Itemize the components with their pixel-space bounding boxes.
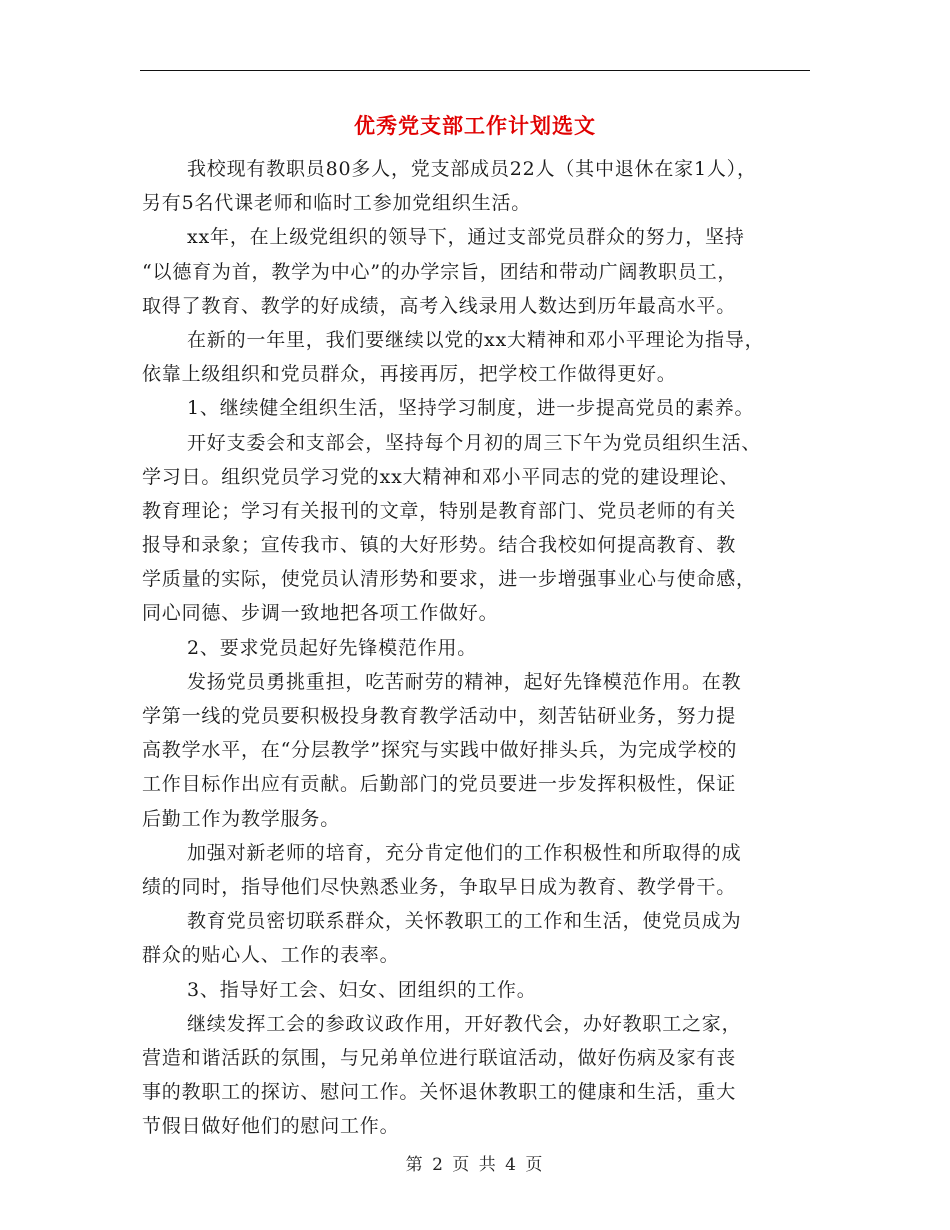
paragraph-line: 营造和谐活跃的氛围，与兄弟单位进行联谊活动，做好伤病及家有丧 [142, 1046, 737, 1069]
paragraph-line: 加强对新老师的培育，充分肯定他们的工作积极性和所取得的成 [187, 841, 742, 864]
document-title: 优秀党支部工作计划选文 [354, 114, 596, 138]
paragraph-line: 依靠上级组织和党员群众，再接再厉，把学校工作做得更好。 [142, 363, 677, 386]
paragraph-line: 在新的一年里，我们要继续以党的xx大精神和邓小平理论为指导， [187, 328, 765, 351]
paragraph-line: 教育理论；学习有关报刊的文章，特别是教育部门、党员老师的有关 [142, 499, 737, 522]
paragraph-line: 学第一线的党员要积极投身教育教学活动中，刻苦钻研业务，努力提 [142, 705, 737, 727]
paragraph-line: 高教学水平，在“分层教学”探究与实践中做好排头兵，为完成学校的 [142, 739, 738, 762]
paragraph-line: 发扬党员勇挑重担，吃苦耐劳的精神，起好先锋模范作用。在教 [187, 670, 742, 693]
paragraph-line: 继续发挥工会的参政议政作用，开好教代会，办好教职工之家， [187, 1012, 742, 1035]
paragraph-line: 教育党员密切联系群众，关怀教职工的工作和生活，使党员成为 [187, 910, 742, 933]
paragraph-line: 事的教职工的探访、慰问工作。关怀退休教职工的健康和生活，重大 [142, 1081, 737, 1104]
paragraph-line: 学习日。组织党员学习党的xx大精神和邓小平同志的党的建设理论、 [142, 465, 740, 488]
paragraph-line: 同心同德、步调一致地把各项工作做好。 [142, 602, 499, 625]
section-heading-3: 3、指导好工会、妇女、团组织的工作。 [187, 978, 537, 1001]
paragraph-line: 绩的同时，指导他们尽快熟悉业务，争取早日成为教育、教学骨干。 [142, 875, 737, 898]
paragraph-line: 学质量的实际，使党员认清形势和要求，进一步增强事业心与使命感， [142, 568, 756, 591]
paragraph-line: 节假日做好他们的慰问工作。 [142, 1115, 400, 1138]
header-rule [140, 70, 810, 71]
paragraph-line: 工作目标作出应有贡献。后勤部门的党员要进一步发挥积极性，保证 [142, 773, 737, 796]
paragraph-line: 另有5名代课老师和临时工参加党组织生活。 [142, 192, 532, 215]
paragraph-line: 取得了教育、教学的好成绩，高考入线录用人数达到历年最高水平。 [142, 294, 737, 317]
paragraph-line: 后勤工作为教学服务。 [142, 807, 341, 830]
section-heading-2: 2、要求党员起好先锋模范作用。 [187, 636, 478, 659]
document-body [142, 152, 810, 1143]
page-footer: 第 2 页 共 4 页 [405, 1155, 545, 1175]
section-heading-1: 1、继续健全组织生活，坚持学习制度，进一步提高党员的素养。 [187, 397, 755, 420]
paragraph-line: 群众的贴心人、工作的表率。 [142, 944, 400, 967]
paragraph-line: xx年，在上级党组织的领导下，通过支部党员群众的努力，坚持 [187, 226, 745, 249]
paragraph-line: 开好支委会和支部会，坚持每个月初的周三下午为党员组织生活、 [187, 431, 762, 454]
paragraph-line: 报导和录象；宣传我市、镇的大好形势。结合我校如何提高教育、教 [142, 534, 737, 557]
paragraph-line: “以德育为首，教学为中心”的办学宗旨，团结和带动广阔教职员工， [142, 260, 738, 283]
paragraph-line: 我校现有教职员80多人，党支部成员22人（其中退休在家1人）， [187, 158, 757, 180]
